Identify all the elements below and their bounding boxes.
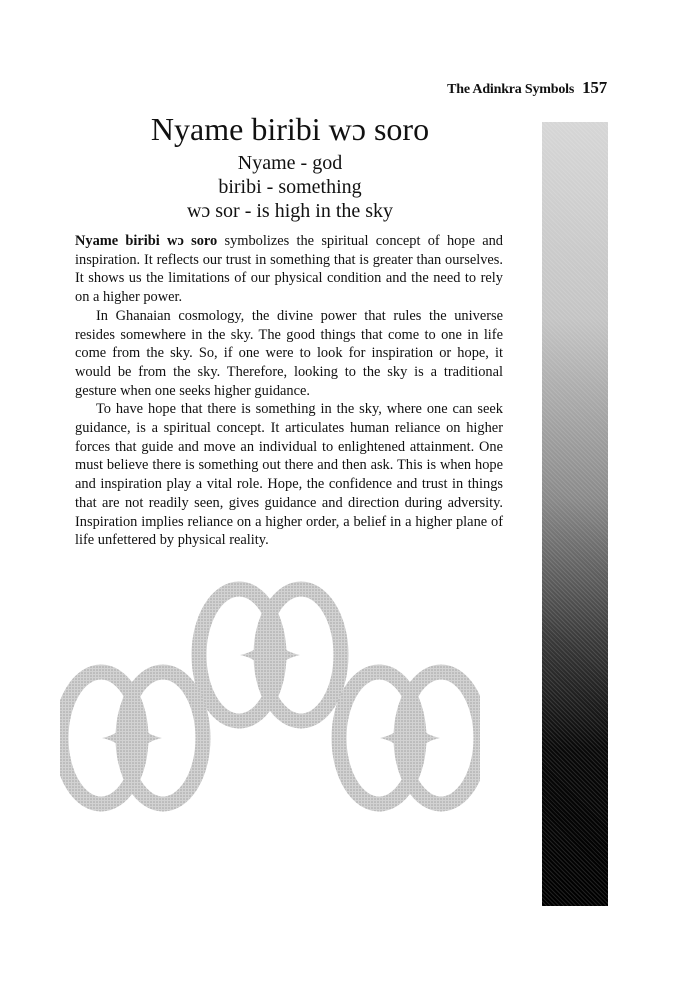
body-text — [75, 232, 503, 550]
nyame-biribi-wo-soro-icon — [339, 672, 480, 804]
side-gradient-strip — [542, 122, 608, 906]
paragraph-1-lead: Nyame biribi wɔ soro — [75, 233, 218, 249]
paragraph-2: In Ghanaian cosmology, the divine power that rules the universe resides somewhere in the sky. The good things that come to one in life come from the sky. So, if one were to look for inspiration or hope, it would be from the sky. Therefore, looking to the sky is a traditional gesture when one seeks higher guidance. — [75, 307, 503, 399]
page-number: 157 — [582, 78, 607, 97]
symbol-illustration — [60, 570, 480, 830]
subtitle-line-1: Nyame - god — [237, 152, 343, 174]
subtitle-line-2: biribi - something — [218, 176, 362, 198]
running-title: The Adinkra Symbols — [447, 82, 575, 97]
paragraph-1 — [75, 232, 503, 307]
running-head — [447, 78, 607, 98]
nyame-biribi-wo-soro-icon — [199, 589, 341, 721]
page-title: Nyame biribi wɔ soro — [150, 111, 430, 147]
nyame-biribi-wo-soro-icon — [61, 672, 203, 804]
paragraph-3: To have hope that there is something in the sky, where one can seek guidance, is a spiritual concept. It articulates human reliance on higher forces that guide and move an individual to enlightened attainment. One must believe there is something out there and then ask. This is when hope and inspiration play a vital role. Hope, the confidence and trust in things that are not readily seen, gives guidance and direction during adversity. Inspiration implies reliance on a higher order, a belief in a higher plane of life unfettered by physical reality. — [75, 401, 503, 549]
paragraph-1-text: symbolizes the spiritual concept of hope and inspiration. It reflects our trust in something that is greater than ourselves. It shows us the limitations of our physical condition and the need to rely on a higher power. — [75, 233, 503, 306]
subtitle-line-3: wɔ sor - is high in the sky — [186, 200, 394, 222]
